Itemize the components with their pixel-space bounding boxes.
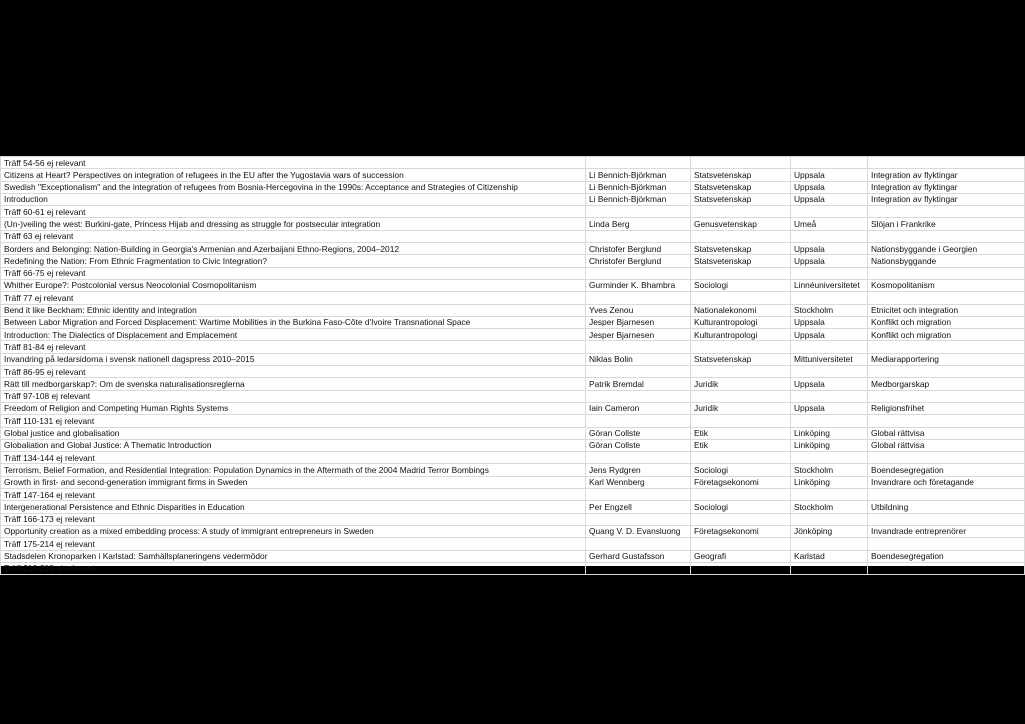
table-row [1,415,1025,427]
author-cell[interactable]: Iain Cameron [586,402,691,414]
title-cell[interactable]: Träff 166-173 ej relevant [1,513,586,525]
title-cell[interactable]: Träff 86-95 ej relevant [1,366,586,378]
topic-cell[interactable]: Nationsbyggande i Georgien [868,243,1025,255]
author-cell[interactable]: Göran Collste [586,427,691,439]
table-row [1,427,1025,439]
title-cell[interactable]: Freedom of Religion and Competing Human Rights Systems [1,402,586,414]
author-cell[interactable] [586,292,691,304]
university-cell[interactable]: Uppsala [791,329,868,341]
table-row [1,538,1025,550]
topic-cell[interactable] [868,390,1025,402]
university-cell[interactable] [791,157,868,169]
subject-cell[interactable]: Statsvetenskap [691,169,791,181]
topic-cell[interactable]: Religionsfrihet [868,402,1025,414]
title-cell[interactable]: Global justice and globalisation [1,427,586,439]
author-cell[interactable]: Niklas Bolin [586,353,691,365]
subject-cell[interactable]: Juridik [691,402,791,414]
topic-cell[interactable]: Invandrare och företagande [868,476,1025,488]
subject-cell[interactable] [691,452,791,464]
topic-cell[interactable] [868,452,1025,464]
title-cell[interactable]: Introduction: The Dialectics of Displacement and Emplacement [1,329,586,341]
topic-cell[interactable] [868,206,1025,218]
table-row [1,316,1025,328]
university-cell[interactable]: Jönköping [791,525,868,537]
author-cell[interactable] [586,267,691,279]
title-cell[interactable]: Bend it like Beckham: Ethnic identity and integration [1,304,586,316]
title-cell[interactable]: Träff 175-214 ej relevant [1,538,586,550]
table-row [1,402,1025,414]
title-cell[interactable]: Redefining the Nation: From Ethnic Fragmentation to Civic Integration? [1,255,586,267]
university-cell[interactable]: Uppsala [791,193,868,205]
table-row [1,476,1025,488]
author-cell[interactable] [586,415,691,427]
author-cell[interactable]: Jens Rydgren [586,464,691,476]
subject-cell[interactable] [691,230,791,242]
university-cell[interactable]: Linköping [791,439,868,451]
subject-cell[interactable]: Kulturantropologi [691,316,791,328]
university-cell[interactable] [791,230,868,242]
subject-cell[interactable]: Etik [691,439,791,451]
subject-cell[interactable]: Etik [691,427,791,439]
table-row [1,439,1025,451]
university-cell[interactable]: Uppsala [791,255,868,267]
university-cell[interactable] [791,366,868,378]
title-cell[interactable]: Träff 60-61 ej relevant [1,206,586,218]
subject-cell[interactable] [691,415,791,427]
subject-cell[interactable]: Statsvetenskap [691,181,791,193]
table-row [1,562,1025,574]
author-cell[interactable]: Christofer Berglund [586,243,691,255]
university-cell[interactable]: Linköping [791,427,868,439]
table-row [1,489,1025,501]
subject-cell[interactable] [691,206,791,218]
topic-cell[interactable] [868,538,1025,550]
university-cell[interactable] [791,513,868,525]
table-row [1,525,1025,537]
topic-cell[interactable]: Boendesegregation [868,550,1025,562]
title-cell[interactable]: Träff 216-218 ej relevant [1,562,586,574]
table-row [1,267,1025,279]
table-row [1,464,1025,476]
university-cell[interactable] [791,489,868,501]
table-row [1,218,1025,230]
topic-cell[interactable] [868,267,1025,279]
title-cell[interactable]: Globaliation and Global Justice: A Thematic Introduction [1,439,586,451]
table-row [1,243,1025,255]
university-cell[interactable] [791,206,868,218]
title-cell[interactable]: Between Labor Migration and Forced Displacement: Wartime Mobilities in the Burkina Faso-Côte d'Ivoire Transnational Space [1,316,586,328]
table-row [1,366,1025,378]
table-row [1,304,1025,316]
author-cell[interactable]: Gerhard Gustafsson [586,550,691,562]
topic-cell[interactable] [868,292,1025,304]
table-row [1,353,1025,365]
table-row [1,329,1025,341]
university-cell[interactable]: Stockholm [791,501,868,513]
author-cell[interactable]: Jesper Bjarnesen [586,316,691,328]
topic-cell[interactable]: Global rättvisa [868,439,1025,451]
university-cell[interactable]: Uppsala [791,316,868,328]
author-cell[interactable]: Yves Zenou [586,304,691,316]
author-cell[interactable] [586,341,691,353]
university-cell[interactable] [791,267,868,279]
subject-cell[interactable]: Nationalekonomi [691,304,791,316]
university-cell[interactable] [791,538,868,550]
subject-cell[interactable]: Företagsekonomi [691,476,791,488]
title-cell[interactable]: Träff 54-56 ej relevant [1,157,586,169]
data-table [0,156,1025,575]
university-cell[interactable] [791,390,868,402]
university-cell[interactable]: Uppsala [791,181,868,193]
table-row [1,550,1025,562]
title-cell[interactable]: Introduction [1,193,586,205]
title-cell[interactable]: Stadsdelen Kronoparken i Karlstad: Samhällsplaneringens vedermödor [1,550,586,562]
subject-cell[interactable]: Statsvetenskap [691,255,791,267]
table-row [1,206,1025,218]
title-cell[interactable]: Terrorism, Belief Formation, and Residential Integration: Population Dynamics in the Aftermath of the 2004 Madrid Terror Bombings [1,464,586,476]
title-cell[interactable]: Opportunity creation as a mixed embedding process: A study of immigrant entrepreneurs in Sweden [1,525,586,537]
author-cell[interactable]: Per Engzell [586,501,691,513]
topic-cell[interactable] [868,366,1025,378]
title-cell[interactable]: Träff 134-144 ej relevant [1,452,586,464]
subject-cell[interactable]: Statsvetenskap [691,353,791,365]
author-cell[interactable] [586,157,691,169]
table-row [1,255,1025,267]
university-cell[interactable] [791,341,868,353]
author-cell[interactable]: Li Bennich-Björkman [586,169,691,181]
topic-cell[interactable]: Nationsbyggande [868,255,1025,267]
topic-cell[interactable]: Integration av flyktingar [868,169,1025,181]
title-cell[interactable]: Träff 147-164 ej relevant [1,489,586,501]
subject-cell[interactable] [691,157,791,169]
topic-cell[interactable] [868,562,1025,574]
author-cell[interactable]: Karl Wennberg [586,476,691,488]
topic-cell[interactable]: Invandrade entreprenörer [868,525,1025,537]
topic-cell[interactable] [868,415,1025,427]
university-cell[interactable] [791,562,868,574]
author-cell[interactable] [586,206,691,218]
university-cell[interactable]: Uppsala [791,402,868,414]
subject-cell[interactable]: Statsvetenskap [691,193,791,205]
topic-cell[interactable]: Utbildning [868,501,1025,513]
title-cell[interactable]: Swedish "Exceptionalism" and the integration of refugees from Bosnia-Hercegovina in the 1990s: Acceptance and Strategies of Citizenship [1,181,586,193]
subject-cell[interactable] [691,292,791,304]
table-row [1,292,1025,304]
author-cell[interactable]: Li Bennich-Björkman [586,193,691,205]
title-cell[interactable]: Träff 77 ej relevant [1,292,586,304]
subject-cell[interactable]: Kulturantropologi [691,329,791,341]
title-cell[interactable]: Whither Europe?: Postcolonial versus Neocolonial Cosmopolitanism [1,279,586,291]
university-cell[interactable] [791,415,868,427]
author-cell[interactable]: Christofer Berglund [586,255,691,267]
subject-cell[interactable] [691,562,791,574]
table-row [1,169,1025,181]
title-cell[interactable]: Intergenerational Persistence and Ethnic Disparities in Education [1,501,586,513]
table-row [1,181,1025,193]
university-cell[interactable]: Stockholm [791,304,868,316]
subject-cell[interactable]: Sociologi [691,464,791,476]
author-cell[interactable] [586,390,691,402]
author-cell[interactable]: Göran Collste [586,439,691,451]
subject-cell[interactable]: Juridik [691,378,791,390]
table-row [1,193,1025,205]
table-row [1,513,1025,525]
title-cell[interactable]: Growth in first- and second-generation immigrant firms in Sweden [1,476,586,488]
author-cell[interactable]: Linda Berg [586,218,691,230]
subject-cell[interactable]: Företagsekonomi [691,525,791,537]
topic-cell[interactable] [868,513,1025,525]
university-cell[interactable]: Linnéuniversitetet [791,279,868,291]
subject-cell[interactable] [691,489,791,501]
author-cell[interactable] [586,538,691,550]
subject-cell[interactable] [691,538,791,550]
author-cell[interactable] [586,230,691,242]
topic-cell[interactable]: Slöjan i Frankrike [868,218,1025,230]
title-cell[interactable]: Träff 81-84 ej relevant [1,341,586,353]
university-cell[interactable] [791,292,868,304]
author-cell[interactable]: Quang V. D. Evansluong [586,525,691,537]
table-row [1,378,1025,390]
table-row [1,157,1025,169]
university-cell[interactable]: Uppsala [791,243,868,255]
author-cell[interactable]: Patrik Bremdal [586,378,691,390]
topic-cell[interactable]: Kosmopolitanism [868,279,1025,291]
subject-cell[interactable]: Geografi [691,550,791,562]
topic-cell[interactable]: Global rättvisa [868,427,1025,439]
subject-cell[interactable] [691,366,791,378]
subject-cell[interactable] [691,341,791,353]
author-cell[interactable] [586,489,691,501]
university-cell[interactable]: Karlstad [791,550,868,562]
subject-cell[interactable]: Statsvetenskap [691,243,791,255]
title-cell[interactable]: Träff 63 ej relevant [1,230,586,242]
table-row [1,390,1025,402]
university-cell[interactable]: Umeå [791,218,868,230]
subject-cell[interactable] [691,513,791,525]
author-cell[interactable] [586,366,691,378]
table-row [1,341,1025,353]
university-cell[interactable]: Uppsala [791,378,868,390]
author-cell[interactable]: Li Bennich-Björkman [586,181,691,193]
topic-cell[interactable]: Konflikt och migration [868,316,1025,328]
topic-cell[interactable]: Konflikt och migration [868,329,1025,341]
title-cell[interactable]: Rätt till medborgarskap?: Om de svenska naturalisationsreglerna [1,378,586,390]
topic-cell[interactable]: Etnicitet och integration [868,304,1025,316]
table-row [1,452,1025,464]
university-cell[interactable] [791,452,868,464]
topic-cell[interactable]: Integration av flyktingar [868,181,1025,193]
topic-cell[interactable] [868,341,1025,353]
university-cell[interactable]: Mittuniversitetet [791,353,868,365]
title-cell[interactable]: (Un-)veiling the west: Burkini-gate, Princess Hijab and dressing as struggle for postsecular integration [1,218,586,230]
title-cell[interactable]: Borders and Belonging: Nation-Building in Georgia's Armenian and Azerbaijani Ethno-Regions, 2004–2012 [1,243,586,255]
title-cell[interactable]: Träff 66-75 ej relevant [1,267,586,279]
topic-cell[interactable] [868,489,1025,501]
university-cell[interactable]: Stockholm [791,464,868,476]
author-cell[interactable] [586,452,691,464]
university-cell[interactable]: Linköping [791,476,868,488]
table-row [1,501,1025,513]
topic-cell[interactable] [868,230,1025,242]
author-cell[interactable]: Jesper Bjarnesen [586,329,691,341]
spreadsheet [0,156,1024,574]
subject-cell[interactable] [691,390,791,402]
table-body [1,157,1025,575]
title-cell[interactable]: Träff 110-131 ej relevant [1,415,586,427]
table-row [1,230,1025,242]
university-cell[interactable]: Uppsala [791,169,868,181]
subject-cell[interactable]: Sociologi [691,279,791,291]
title-cell[interactable]: Invandring på ledarsidorna i svensk nationell dagspress 2010–2015 [1,353,586,365]
author-cell[interactable] [586,562,691,574]
author-cell[interactable]: Gurminder K. Bhambra [586,279,691,291]
title-cell[interactable]: Träff 97-108 ej relevant [1,390,586,402]
table-row [1,279,1025,291]
topic-cell[interactable] [868,157,1025,169]
subject-cell[interactable]: Genusvetenskap [691,218,791,230]
author-cell[interactable] [586,513,691,525]
title-cell[interactable]: Citizens at Heart? Perspectives on integration of refugees in the EU after the Yugoslavia wars of succession [1,169,586,181]
subject-cell[interactable] [691,267,791,279]
subject-cell[interactable]: Sociologi [691,501,791,513]
topic-cell[interactable]: Integration av flyktingar [868,193,1025,205]
topic-cell[interactable]: Medborgarskap [868,378,1025,390]
topic-cell[interactable]: Boendesegregation [868,464,1025,476]
topic-cell[interactable]: Mediarapportering [868,353,1025,365]
